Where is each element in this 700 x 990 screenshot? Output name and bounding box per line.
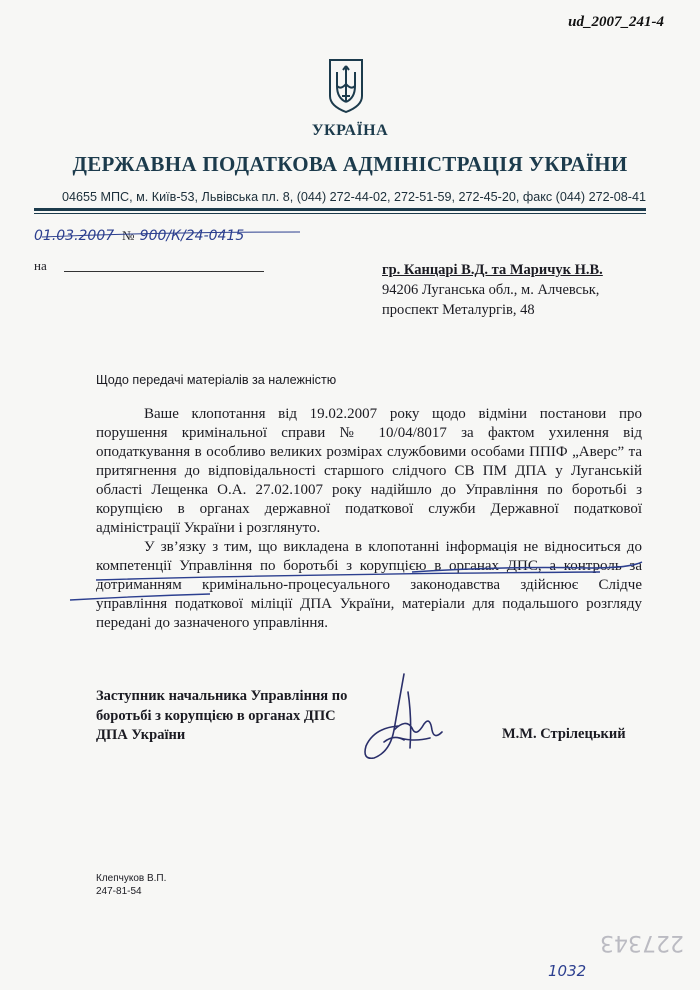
letter-subject: Щодо передачі матеріалів за належністю	[96, 373, 337, 387]
reference-label: на	[34, 258, 47, 273]
signatory-title	[96, 687, 347, 746]
header-rule-thin	[34, 213, 646, 214]
number-label: №	[122, 228, 135, 243]
letter-number: 900/К/24-0415	[139, 228, 245, 244]
body-paragraph-1: Ваше клопотання від 19.02.2007 року щодо відміни постанови про порушення кримінальної справи № 10/04/8017 за фактом ухилення від оподаткування в особливо великих розмірах службовими особами ППІФ „Аверс” та притягнення до відповідальності старшого слідчого СВ ПМ ДПА у Луганській області Лещенка О.А. 27.02.1007 року надійшло до Управління по боротьбі з корупцією в органах державної податкової служби Державної податкової адміністрації України і розглянуто.	[96, 406, 642, 536]
document-id: ud_2007_241-4	[568, 14, 664, 30]
signatory-title-line1: Заступник начальника Управління по	[96, 688, 348, 704]
handwritten-signature-icon	[354, 668, 454, 768]
registry-stamp-number: 227343	[600, 930, 684, 955]
executor-phone: 247-81-54	[96, 886, 142, 897]
recipient-name: гр. Канцарі В.Д. та Маричук Н.В.	[382, 262, 603, 278]
signatory-title-line3: ДПА України	[96, 727, 186, 743]
country-name: УКРАЇНА	[311, 122, 389, 139]
letter-date: 01.03.2007	[34, 228, 115, 244]
reference-blank-line	[64, 271, 264, 272]
recipient-block	[382, 260, 603, 320]
page-number: 1032	[548, 962, 587, 980]
recipient-address-line1: 94206 Луганська обл., м. Алчевськ,	[382, 282, 600, 298]
signer-name: М.М. Стрілецький	[502, 726, 626, 742]
trident-emblem-icon	[326, 56, 366, 114]
agency-address: 04655 МПС, м. Київ-53, Львівська пл. 8, (044) 272-44-02, 272-51-59, 272-45-20, факс (044) 272-08-41	[61, 190, 647, 204]
body-paragraph-2: У зв’язку з тим, що викладена в клопотанні інформація не відноситься до компетенції Управління по боротьбі з корупцією в органах ДПС, а контроль за дотриманням кримінально-процесуального законодавства здійснює Слідче управління податкової міліції ДПА України, матеріали для подальшого розгляду передані до зазначеного управління.	[96, 539, 642, 631]
letter-body	[96, 405, 642, 633]
agency-name: ДЕРЖАВНА ПОДАТКОВА АДМІНІСТРАЦІЯ УКРАЇНИ	[72, 152, 628, 176]
executor-block	[96, 872, 166, 898]
header-rule	[34, 208, 646, 211]
executor-name: Клепчуков В.П.	[96, 873, 167, 884]
recipient-address-line2: проспект Металургів, 48	[382, 302, 535, 318]
signatory-title-line2: боротьбі з корупцією в органах ДПС	[96, 707, 336, 724]
date-number-line	[34, 228, 244, 244]
